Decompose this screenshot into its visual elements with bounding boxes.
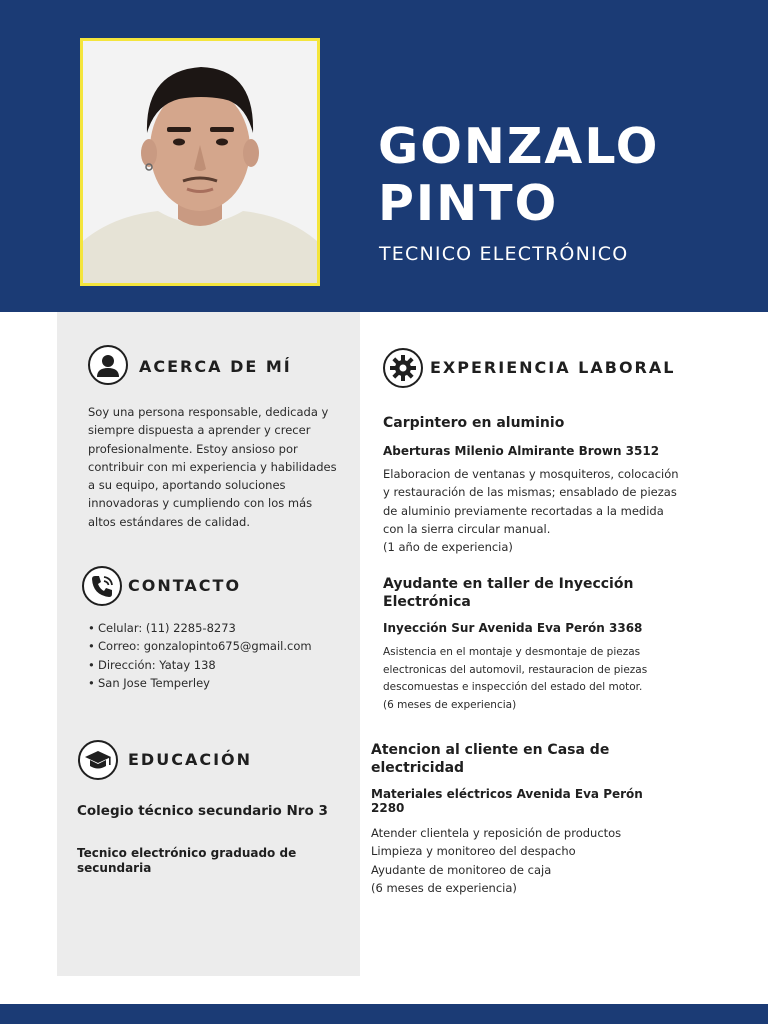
profile-photo-illustration: [83, 41, 317, 283]
job-desc-line: (6 meses de experiencia): [383, 698, 517, 711]
full-name: [378, 118, 659, 232]
job-description: [371, 824, 741, 897]
about-line: profesionalmente. Estoy ansioso por: [88, 441, 298, 456]
resume-header: [0, 0, 768, 312]
job-company: Materiales eléctricos Avenida Eva Perón 2280: [371, 787, 643, 815]
job-company: Aberturas Milenio Almirante Brown 3512: [383, 444, 660, 458]
phone-icon: [82, 566, 122, 606]
job-desc-line: Asistencia en el montaje y desmontaje de piezas: [383, 646, 641, 658]
contact-city: • San Jose Temperley: [88, 674, 312, 692]
first-name: GONZALO: [378, 118, 660, 175]
experience-title: EXPERIENCIA LABORAL: [430, 358, 676, 377]
job-role: TECNICO ELECTRÓNICO: [379, 243, 629, 265]
about-line: altos estándares de calidad.: [88, 514, 250, 529]
job-title: Carpintero en aluminio: [383, 415, 565, 431]
education-degree: Tecnico electrónico graduado de secundaria: [77, 846, 297, 875]
job-desc-line: electronicas del automovil, restauracion de piezas: [383, 663, 648, 676]
job-desc-line: (1 año de experiencia): [383, 540, 513, 555]
graduation-cap-icon: [78, 740, 118, 780]
job-desc-line: y restauración de las mismas; ensablado de piezas: [383, 485, 677, 500]
job-desc-line: de aluminio previamente recortadas a la medida: [383, 503, 664, 518]
job-desc-line: Limpieza y monitoreo del despacho: [371, 844, 576, 859]
contact-list: [88, 619, 312, 692]
profile-photo: [80, 38, 320, 286]
job-desc-line: (6 meses de experiencia): [371, 880, 517, 895]
job-desc-line: Elaboracion de ventanas y mosquiteros, colocación: [383, 467, 679, 481]
job-desc-line: descomuestas e inspección del estado del motor.: [383, 681, 643, 693]
user-icon: [88, 345, 128, 385]
contact-phone: • Celular: (11) 2285-8273: [88, 619, 312, 637]
about-line: a su equipo, aportando soluciones: [88, 478, 286, 493]
contact-email: • Correo: gonzalopinto675@gmail.com: [88, 637, 312, 655]
job-company: Inyección Sur Avenida Eva Perón 3368: [383, 621, 643, 635]
job-desc-line: Ayudante de monitoreo de caja: [371, 862, 552, 877]
gear-icon: [383, 348, 423, 388]
about-line: innovadoras y cumpliendo con los más: [88, 496, 313, 511]
about-title: ACERCA DE MÍ: [139, 357, 292, 376]
about-line: siempre dispuesta a aprender y crecer: [88, 423, 311, 438]
footer-bar: [0, 1004, 768, 1024]
education-school: Colegio técnico secundario Nro 3: [77, 803, 328, 819]
job-desc-line: Atender clientela y reposición de productos: [371, 826, 622, 840]
education-title: EDUCACIÓN: [128, 750, 253, 769]
job-description: [383, 644, 753, 714]
contact-title: CONTACTO: [128, 576, 242, 595]
about-line: Soy una persona responsable, dedicada y: [88, 405, 329, 419]
about-line: contribuir con mi experiencia y habilidades: [88, 459, 337, 474]
job-desc-line: con la sierra circular manual.: [383, 521, 551, 536]
about-text: [88, 403, 350, 531]
job-description: [383, 465, 753, 556]
job-title: Atencion al cliente en Casa de electricidad: [371, 742, 610, 776]
job-title: Ayudante en taller de Inyección Electrónica: [383, 576, 634, 610]
last-name: PINTO: [378, 175, 559, 232]
contact-address: • Dirección: Yatay 138: [88, 656, 312, 674]
